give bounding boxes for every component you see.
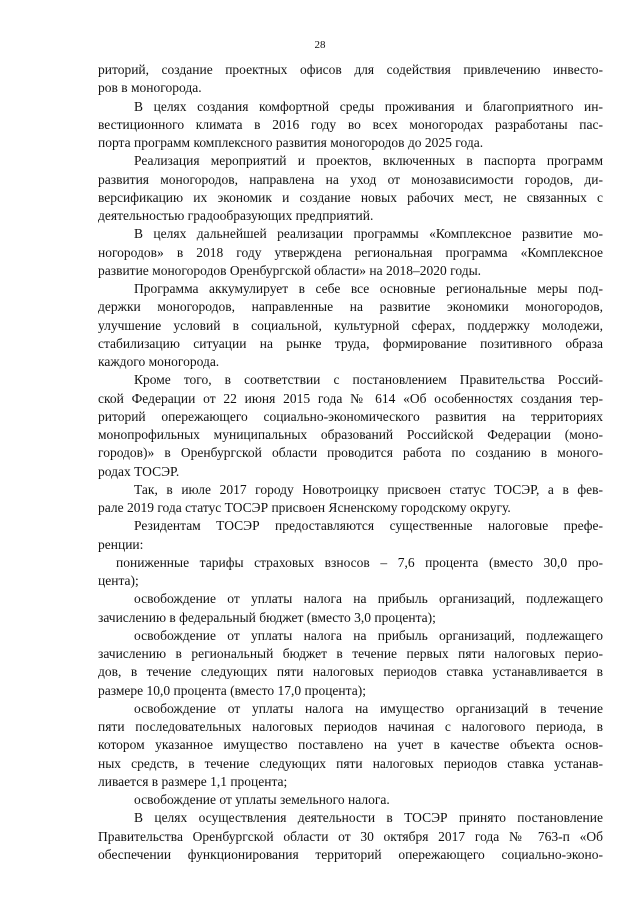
text-line: зачислению в региональный бюджет в течение первых пяти налоговых перио- xyxy=(98,646,603,661)
text-line: родах ТОСЭР. xyxy=(98,463,180,479)
text-line: ливается в размере 1,1 процента; xyxy=(98,773,288,789)
text-line: В целях создания комфортной среды проживания и благоприятного ин- xyxy=(134,98,603,114)
text-line: обеспечении функционирования территорий опережающего социально-эконо- xyxy=(98,846,603,862)
text-line: Кроме того, в соответствии с постановлением Правительства Россий- xyxy=(134,372,603,388)
text-line: ных средств, в течение следующих пяти налоговых периодов ставка устанав- xyxy=(98,755,603,771)
text-line: ров в моногорода. xyxy=(98,80,202,96)
text-line: освобождение от уплаты налога на имущество организаций в течение xyxy=(134,700,603,716)
text-line: ской Федерации от 22 июня 2015 года № 614 «Об особенностях создания тер- xyxy=(98,390,603,406)
text-line: развитие моногородов Оренбургской области» на 2018–2020 годы. xyxy=(98,262,482,278)
text-line: освобождение от уплаты налога на прибыль организаций, подлежащего xyxy=(134,591,603,607)
text-line: рале 2019 года статус ТОСЭР присвоен Ясненскому городскому округу. xyxy=(98,500,511,515)
text-line: В целях дальнейшей реализации программы «Комплексное развитие мо- xyxy=(134,226,603,242)
body-text xyxy=(98,61,603,864)
text-line: монопрофильных муниципальных образований Российской Федерации (моно- xyxy=(98,427,603,442)
text-line: дов, в течение следующих пяти налоговых периодов ставка устанавливается в xyxy=(98,664,603,680)
text-line: Так, в июле 2017 городу Новотроицку присвоен статус ТОСЭР, а в фев- xyxy=(134,481,603,497)
text-line: деятельностью градообразующих предприятий. xyxy=(98,208,374,223)
text-line: каждого моногорода. xyxy=(98,354,220,369)
text-line: пониженные тарифы страховых взносов – 7,6 процента (вместо 30,0 про- xyxy=(116,554,603,570)
text-line: Правительства Оренбургской области от 30 октября 2017 года № 763-п «Об xyxy=(98,828,603,844)
text-line: риторий, создание проектных офисов для содействия привлечению инвесто- xyxy=(98,62,603,77)
text-line: порта программ комплексного развития моногородов до 2025 года. xyxy=(98,135,484,150)
text-line: освобождение от уплаты земельного налога. xyxy=(134,792,390,807)
text-line: В целях осуществления деятельности в ТОСЭР принято постановление xyxy=(134,810,603,826)
text-line: Программа аккумулирует в себе все основные региональные меры под- xyxy=(134,281,603,296)
text-line: ногородов» в 2018 году утверждена региональная программа «Комплексное xyxy=(98,244,603,260)
text-line: Резидентам ТОСЭР предоставляются существенные налоговые префе- xyxy=(134,518,603,534)
text-line: риторий опережающего социально-экономического развития на территориях xyxy=(98,408,603,424)
text-line: развития моногородов, направлена на уход от монозависимости городов, ди- xyxy=(98,171,603,187)
text-line: ренции: xyxy=(98,536,144,552)
text-line: Реализация мероприятий и проектов, включенных в паспорта программ xyxy=(134,153,603,169)
text-line: улучшение условий в социальной, культурной сферах, поддержку молодежи, xyxy=(98,317,603,333)
text-line: пяти последовательных налоговых периодов начиная с налогового периода, в xyxy=(98,719,603,734)
page-number: 28 xyxy=(314,39,326,51)
text-line: стабилизацию ситуации на рынке труда, формирование позитивного образа xyxy=(98,335,603,351)
text-line: зачислению в федеральный бюджет (вместо 3,0 процента); xyxy=(98,609,436,625)
text-line: размере 10,0 процента (вместо 17,0 процента); xyxy=(98,682,366,698)
text-line: версификацию их экономик и создание новых рабочих мест, не связанных с xyxy=(98,189,603,205)
text-line: городов)» в Оренбургской области проводится работа по созданию в моного- xyxy=(98,445,603,461)
text-line: держки моногородов, направленные на развитие экономики моногородов, xyxy=(98,299,603,315)
text-line: вестиционного климата в 2016 году во всех моногородах разработаны пас- xyxy=(98,116,603,132)
text-line: котором указанное имущество поставлено на учет в качестве объекта основ- xyxy=(98,737,603,753)
text-line: цента); xyxy=(98,573,139,588)
text-line: освобождение от уплаты налога на прибыль организаций, подлежащего xyxy=(134,627,603,643)
